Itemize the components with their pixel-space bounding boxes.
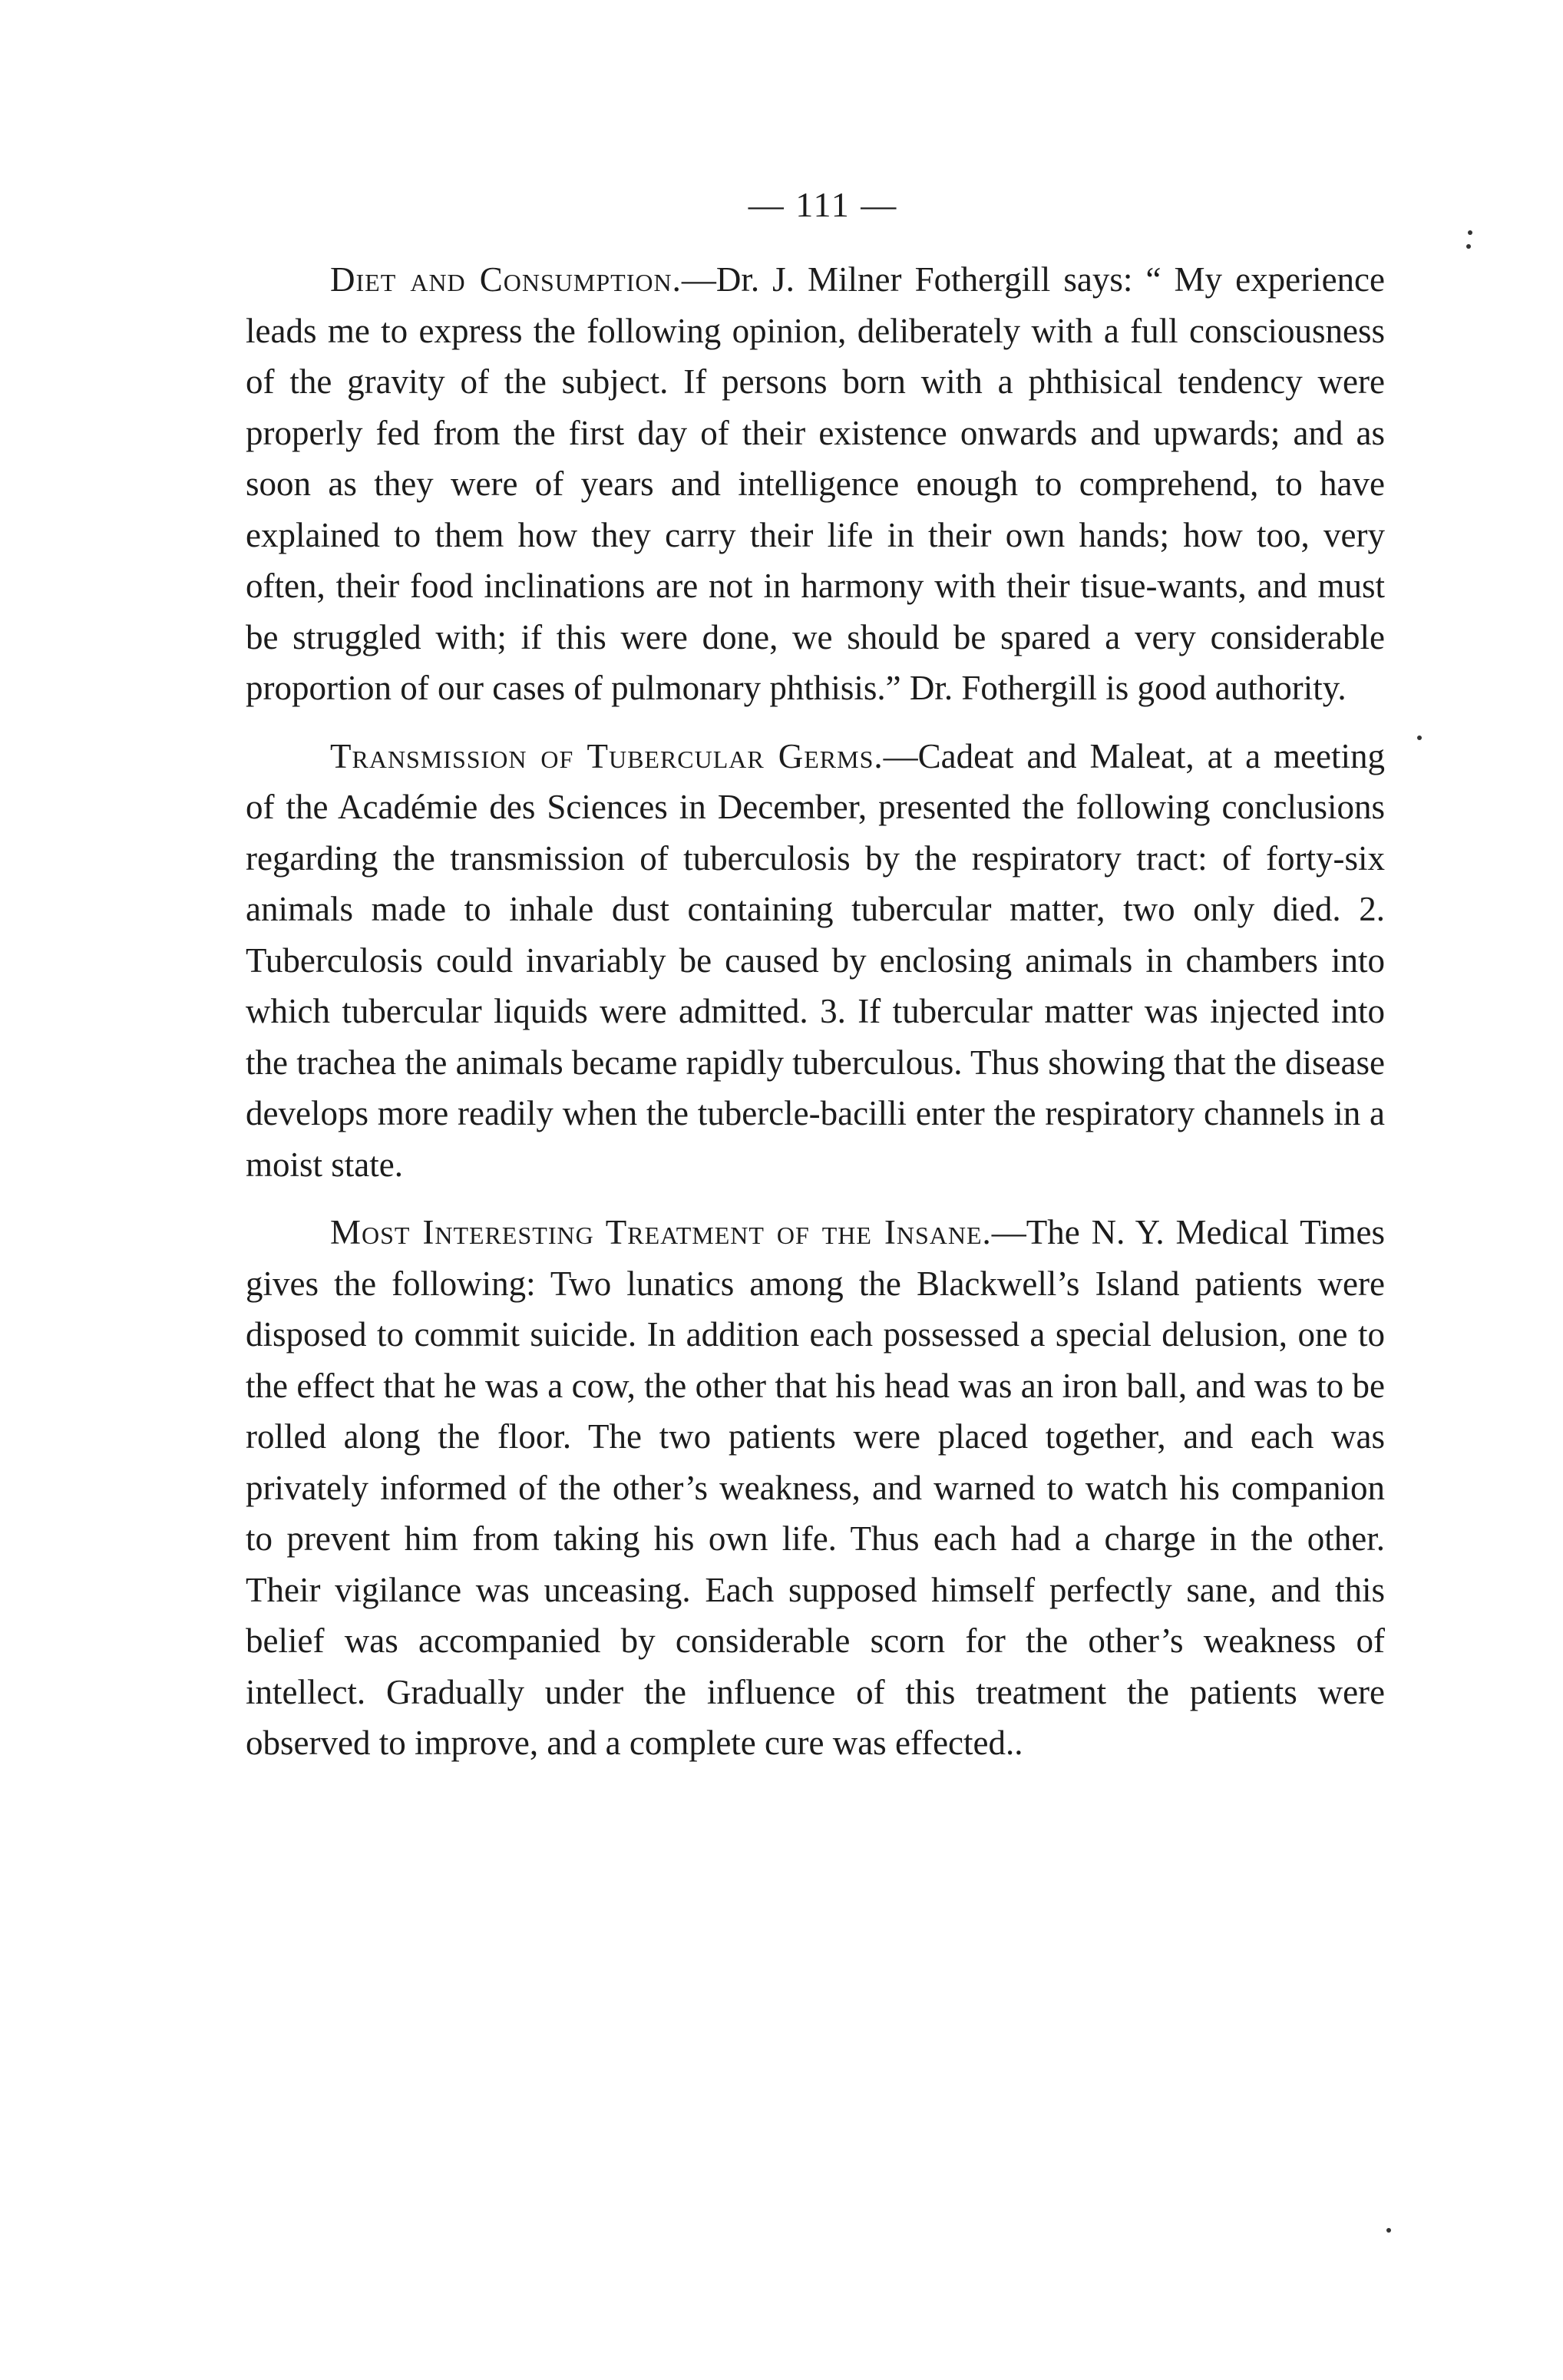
article-diet-and-consumption [246,254,1385,714]
scan-speck [1417,735,1422,740]
document-page [246,184,1385,1769]
article-transmission-of-tubercular-germs [246,731,1385,1191]
article-heading: Transmission of Tubercular Germs. [330,736,884,775]
page-number: — 111 — [748,185,898,224]
scan-speck [1468,230,1472,235]
article-body: —The N. Y. Medical Times gives the following: Two lunatics among the Blackwell’s Island patients were disposed to commit suicide. In addition each possessed a special delusion, one to the effect that he was a cow, the other that his head was an iron ball, and was to be rolled along the floor. The two patients were placed together, and each was privately informed of the other’s weakness, and warned to watch his companion to prevent him from taking his own life. Thus each had a charge in the other. Their vigilance was unceasing. Each supposed himself perfectly sane, and this belief was accompanied by considerable scorn for the other’s weakness of intellect. Gradually under the influence of this treatment the patients were observed to improve, and a complete cure was effected.. [246,1213,1385,1762]
article-body: —Cadeat and Maleat, at a meeting of the Académie des Sciences in December, presented the following conclusions regarding the transmission of tuberculosis by the respiratory tract: of forty-six animals made to inhale dust containing tubercular matter, two only died. 2. Tuberculosis could invariably be caused by enclosing animals in chambers into which tubercular liquids were admitted. 3. If tubercular matter was injected into the trachea the animals became rapidly tuberculous. Thus showing that the disease develops more readily when the tubercle-bacilli enter the respiratory channels in a moist state. [246,736,1385,1184]
scan-speck [1386,2228,1391,2233]
article-heading: Most Interesting Treatment of the Insane. [330,1213,992,1251]
article-body: —Dr. J. Milner Fothergill says: “ My experience leads me to express the following opinion, deliberately with a full consciousness of the gravity of the subject. If persons born with a phthisical tendency were properly fed from the first day of their existence onwards and upwards; and as soon as they were of years and intelligence enough to comprehend, to have explained to them how they carry their life in their own hands; how too, very often, their food inclinations are not in harmony with their tisue-wants, and must be struggled with; if this were done, we should be spared a very considerable proportion of our cases of pulmonary phthisis.” Dr. Fothergill is good authority. [246,260,1385,707]
article-treatment-of-the-insane [246,1207,1385,1769]
scan-speck [1466,244,1471,249]
article-heading: Diet and Consumption. [330,260,682,299]
